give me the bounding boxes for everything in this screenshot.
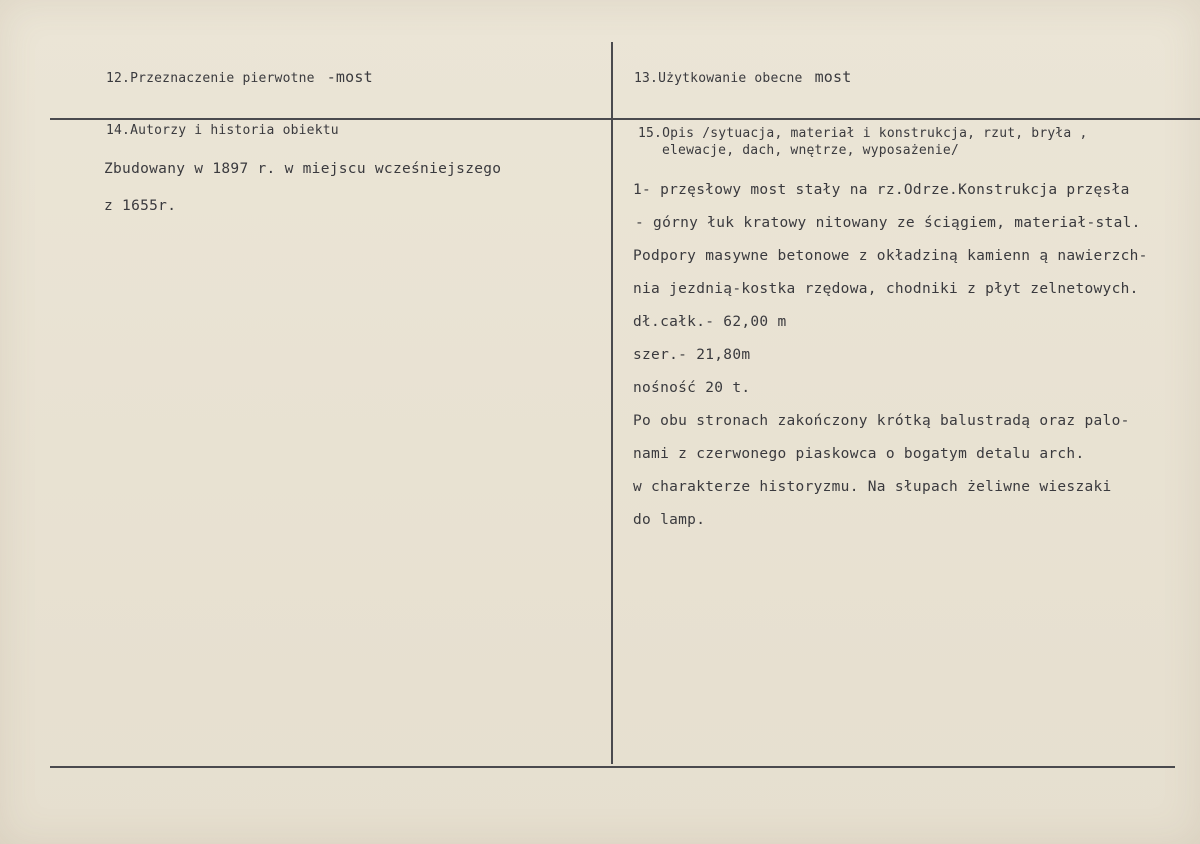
field-15-line: w charakterze historyzmu. Na słupach żeliwne wieszaki	[633, 479, 1112, 495]
field-12-value: -most	[326, 68, 373, 86]
field-12	[106, 68, 373, 86]
field-13-value: most	[814, 68, 852, 86]
field-13-label: 13.Użytkowanie obecne	[634, 71, 803, 86]
field-15-line: Podpory masywne betonowe z okładziną kamienn ą nawierzch-	[633, 248, 1148, 264]
field-14-text	[104, 151, 501, 225]
field-15-line: Po obu stronach zakończony krótką balustradą oraz palo-	[633, 413, 1130, 429]
field-15-label-line: 15.Opis /sytuacja, materiał i konstrukcja, rzut, bryła ,	[638, 126, 1088, 141]
field-15-label	[638, 126, 1088, 158]
field-15-line: nośność 20 t.	[633, 380, 751, 396]
top-divider	[50, 118, 1200, 120]
field-14-line: z 1655r.	[104, 198, 177, 214]
bottom-divider	[50, 766, 1175, 768]
field-15-label-line: elewacje, dach, wnętrze, wyposażenie/	[662, 143, 959, 158]
field-14-label: 14.Autorzy i historia obiektu	[106, 123, 339, 138]
field-15-text	[633, 174, 1148, 537]
field-13	[634, 68, 852, 86]
field-15-line: - górny łuk kratowy nitowany ze ściągiem, materiał-stal.	[635, 215, 1141, 231]
field-12-label: 12.Przeznaczenie pierwotne	[106, 71, 315, 86]
field-15-line: szer.- 21,80m	[633, 347, 751, 363]
center-divider	[611, 42, 613, 764]
field-15-line: nami z czerwonego piaskowca o bogatym detalu arch.	[633, 446, 1085, 462]
field-15-line: dł.całk.- 62,00 m	[633, 314, 787, 330]
field-15-line: nia jezdnią-kostka rzędowa, chodniki z płyt zelnetowych.	[633, 281, 1139, 297]
field-15-line: 1- przęsłowy most stały na rz.Odrze.Konstrukcja przęsła	[633, 182, 1130, 198]
field-14-line: Zbudowany w 1897 r. w miejscu wcześniejszego	[104, 161, 502, 177]
field-15-line: do lamp.	[633, 512, 706, 528]
